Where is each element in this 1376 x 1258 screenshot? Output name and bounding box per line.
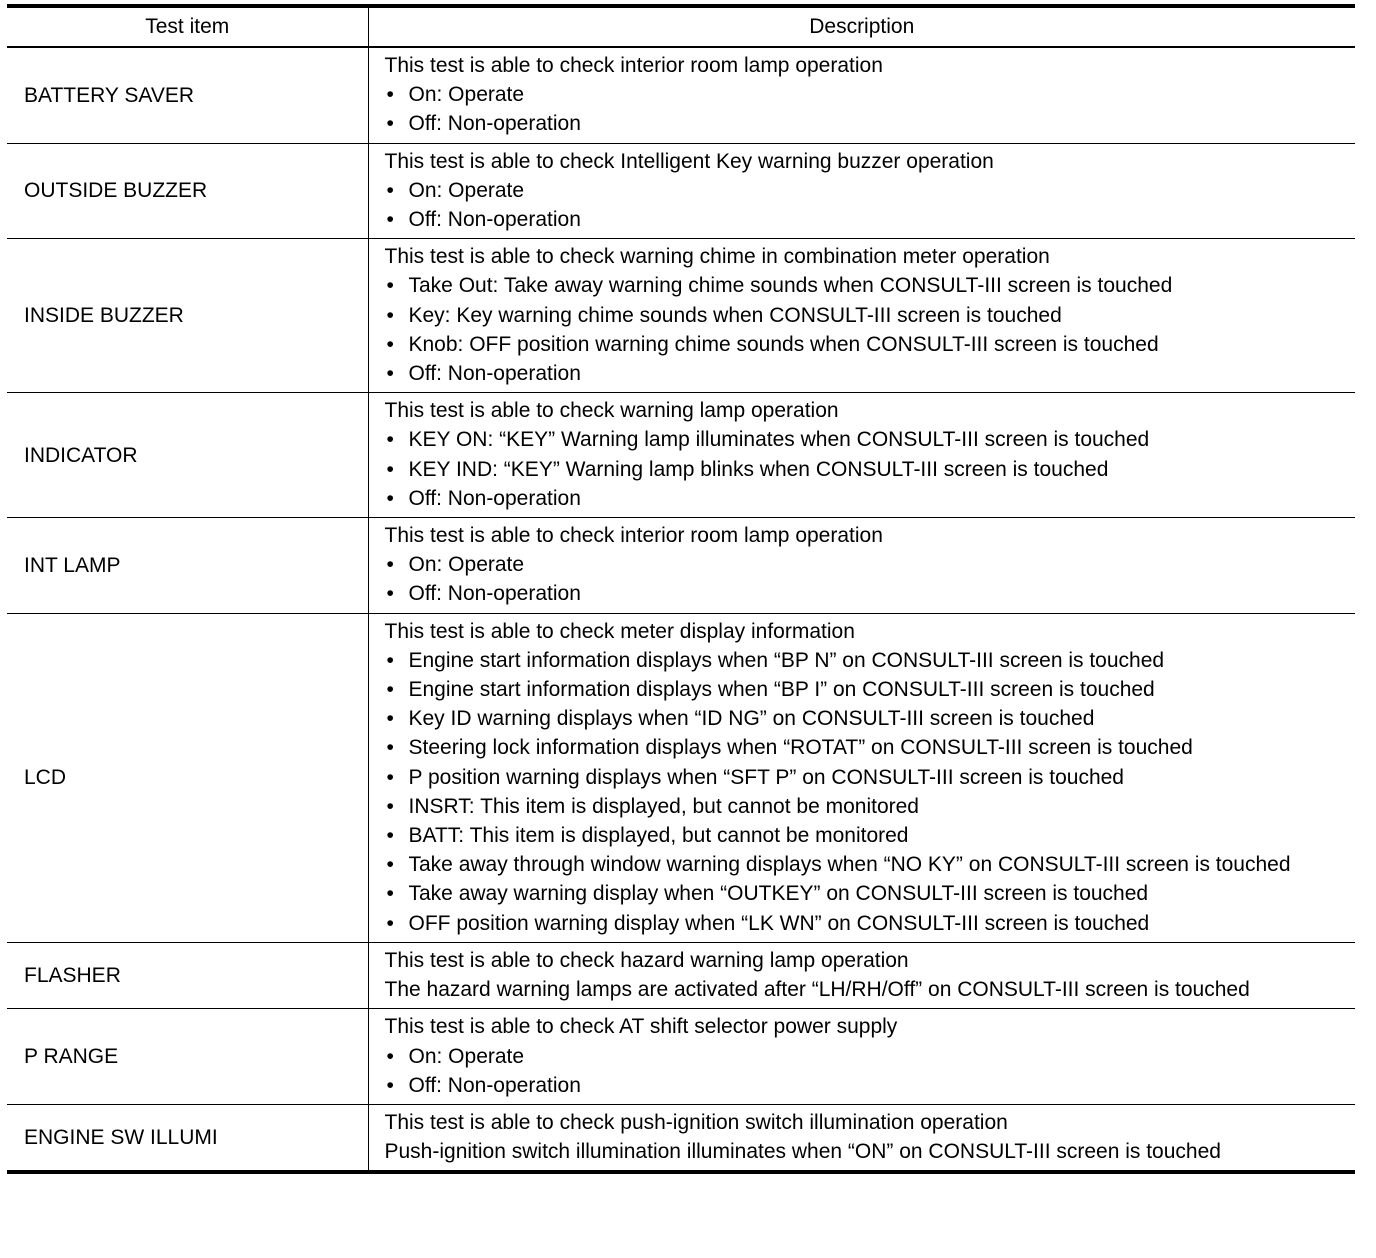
test-item-table xyxy=(7,4,1355,1174)
header-test-item: Test item xyxy=(7,6,368,47)
test-item-cell: LCD xyxy=(7,613,368,942)
description-bullet: • On: Operate xyxy=(385,80,1356,109)
description-bullet: • OFF position warning display when “LK WN” on CONSULT-III screen is touched xyxy=(385,909,1356,938)
description-cell xyxy=(368,143,1355,239)
table-row xyxy=(7,1104,1355,1172)
description-bullet: • KEY IND: “KEY” Warning lamp blinks when CONSULT-III screen is touched xyxy=(385,455,1356,484)
description-intro: This test is able to check interior room lamp operation xyxy=(384,54,883,77)
description-cell xyxy=(368,613,1355,942)
description-bullet: • Engine start information displays when “BP I” on CONSULT-III screen is touched xyxy=(385,675,1356,704)
test-item-cell: FLASHER xyxy=(7,942,368,1008)
description-bullet: • Off: Non-operation xyxy=(385,109,1356,138)
test-item-cell: P RANGE xyxy=(7,1009,368,1105)
description-cell xyxy=(368,47,1355,143)
table-row xyxy=(7,239,1355,393)
description-bullet: • Off: Non-operation xyxy=(385,1071,1356,1100)
description-cell xyxy=(368,239,1355,393)
description-intro: This test is able to check hazard warning lamp operation xyxy=(384,948,909,972)
table-row xyxy=(7,1009,1355,1105)
description-bullet: • KEY ON: “KEY” Warning lamp illuminates when CONSULT-III screen is touched xyxy=(385,425,1356,454)
description-bullet: • On: Operate xyxy=(385,176,1356,205)
test-item-cell: INDICATOR xyxy=(7,393,368,518)
description-bullet: • Take away through window warning displays when “NO KY” on CONSULT-III screen is touched xyxy=(385,850,1309,879)
description-text: The hazard warning lamps are activated after “LH/RH/Off” on CONSULT-III screen is touched xyxy=(384,978,1250,1002)
description-cell xyxy=(368,942,1355,1008)
description-intro: This test is able to check interior room lamp operation xyxy=(384,524,883,548)
table-header-row xyxy=(7,6,1355,47)
description-intro: This test is able to check warning lamp operation xyxy=(384,399,839,423)
description-intro: This test is able to check AT shift selector power supply xyxy=(384,1015,898,1039)
table-row xyxy=(7,613,1355,942)
description-bullet: • Take away warning display when “OUTKEY” on CONSULT-III screen is touched xyxy=(385,879,1356,908)
table-row xyxy=(7,518,1355,614)
description-bullet: • Steering lock information displays when “ROTAT” on CONSULT-III screen is touched xyxy=(385,733,1356,762)
description-bullet: • Off: Non-operation xyxy=(385,579,1356,608)
description-bullet: • Off: Non-operation xyxy=(385,205,1356,234)
description-bullet: • Key ID warning displays when “ID NG” on CONSULT-III screen is touched xyxy=(385,704,1356,733)
table-row xyxy=(7,942,1355,1008)
description-cell xyxy=(368,518,1355,614)
description-bullet: • P position warning displays when “SFT P” on CONSULT-III screen is touched xyxy=(385,763,1356,792)
header-description: Description xyxy=(368,6,1355,47)
test-item-cell: INSIDE BUZZER xyxy=(7,239,368,393)
description-text: Push-ignition switch illumination illuminates when “ON” on CONSULT-III screen is touched xyxy=(384,1140,1221,1164)
table-row xyxy=(7,393,1355,518)
description-cell xyxy=(368,393,1355,518)
description-bullet: • On: Operate xyxy=(385,550,1356,579)
description-intro: This test is able to check warning chime in combination meter operation xyxy=(384,245,1050,269)
description-bullet: • On: Operate xyxy=(385,1042,1356,1071)
description-intro: This test is able to check meter display information xyxy=(384,619,855,643)
description-intro: This test is able to check Intelligent Key warning buzzer operation xyxy=(384,149,994,173)
description-bullet: • Off: Non-operation xyxy=(385,484,1356,513)
test-item-cell: ENGINE SW ILLUMI xyxy=(7,1104,368,1172)
test-item-table-container xyxy=(7,4,1355,1174)
description-intro: This test is able to check push-ignition switch illumination operation xyxy=(384,1110,1008,1134)
table-row xyxy=(7,143,1355,239)
description-bullet: • Take Out: Take away warning chime sounds when CONSULT-III screen is touched xyxy=(385,271,1356,300)
description-bullet: • INSRT: This item is displayed, but cannot be monitored xyxy=(385,792,1356,821)
description-bullet: • Knob: OFF position warning chime sounds when CONSULT-III screen is touched xyxy=(385,330,1356,359)
description-bullet: • Engine start information displays when “BP N” on CONSULT-III screen is touched xyxy=(385,646,1356,675)
test-item-cell: OUTSIDE BUZZER xyxy=(7,143,368,239)
description-bullet: • BATT: This item is displayed, but cannot be monitored xyxy=(385,821,1356,850)
description-cell xyxy=(368,1009,1355,1105)
test-item-cell: INT LAMP xyxy=(7,518,368,614)
table-row xyxy=(7,47,1355,143)
test-item-cell: BATTERY SAVER xyxy=(7,47,368,143)
description-cell xyxy=(368,1104,1355,1172)
description-bullet: • Off: Non-operation xyxy=(385,359,1356,388)
description-bullet: • Key: Key warning chime sounds when CONSULT-III screen is touched xyxy=(385,301,1356,330)
